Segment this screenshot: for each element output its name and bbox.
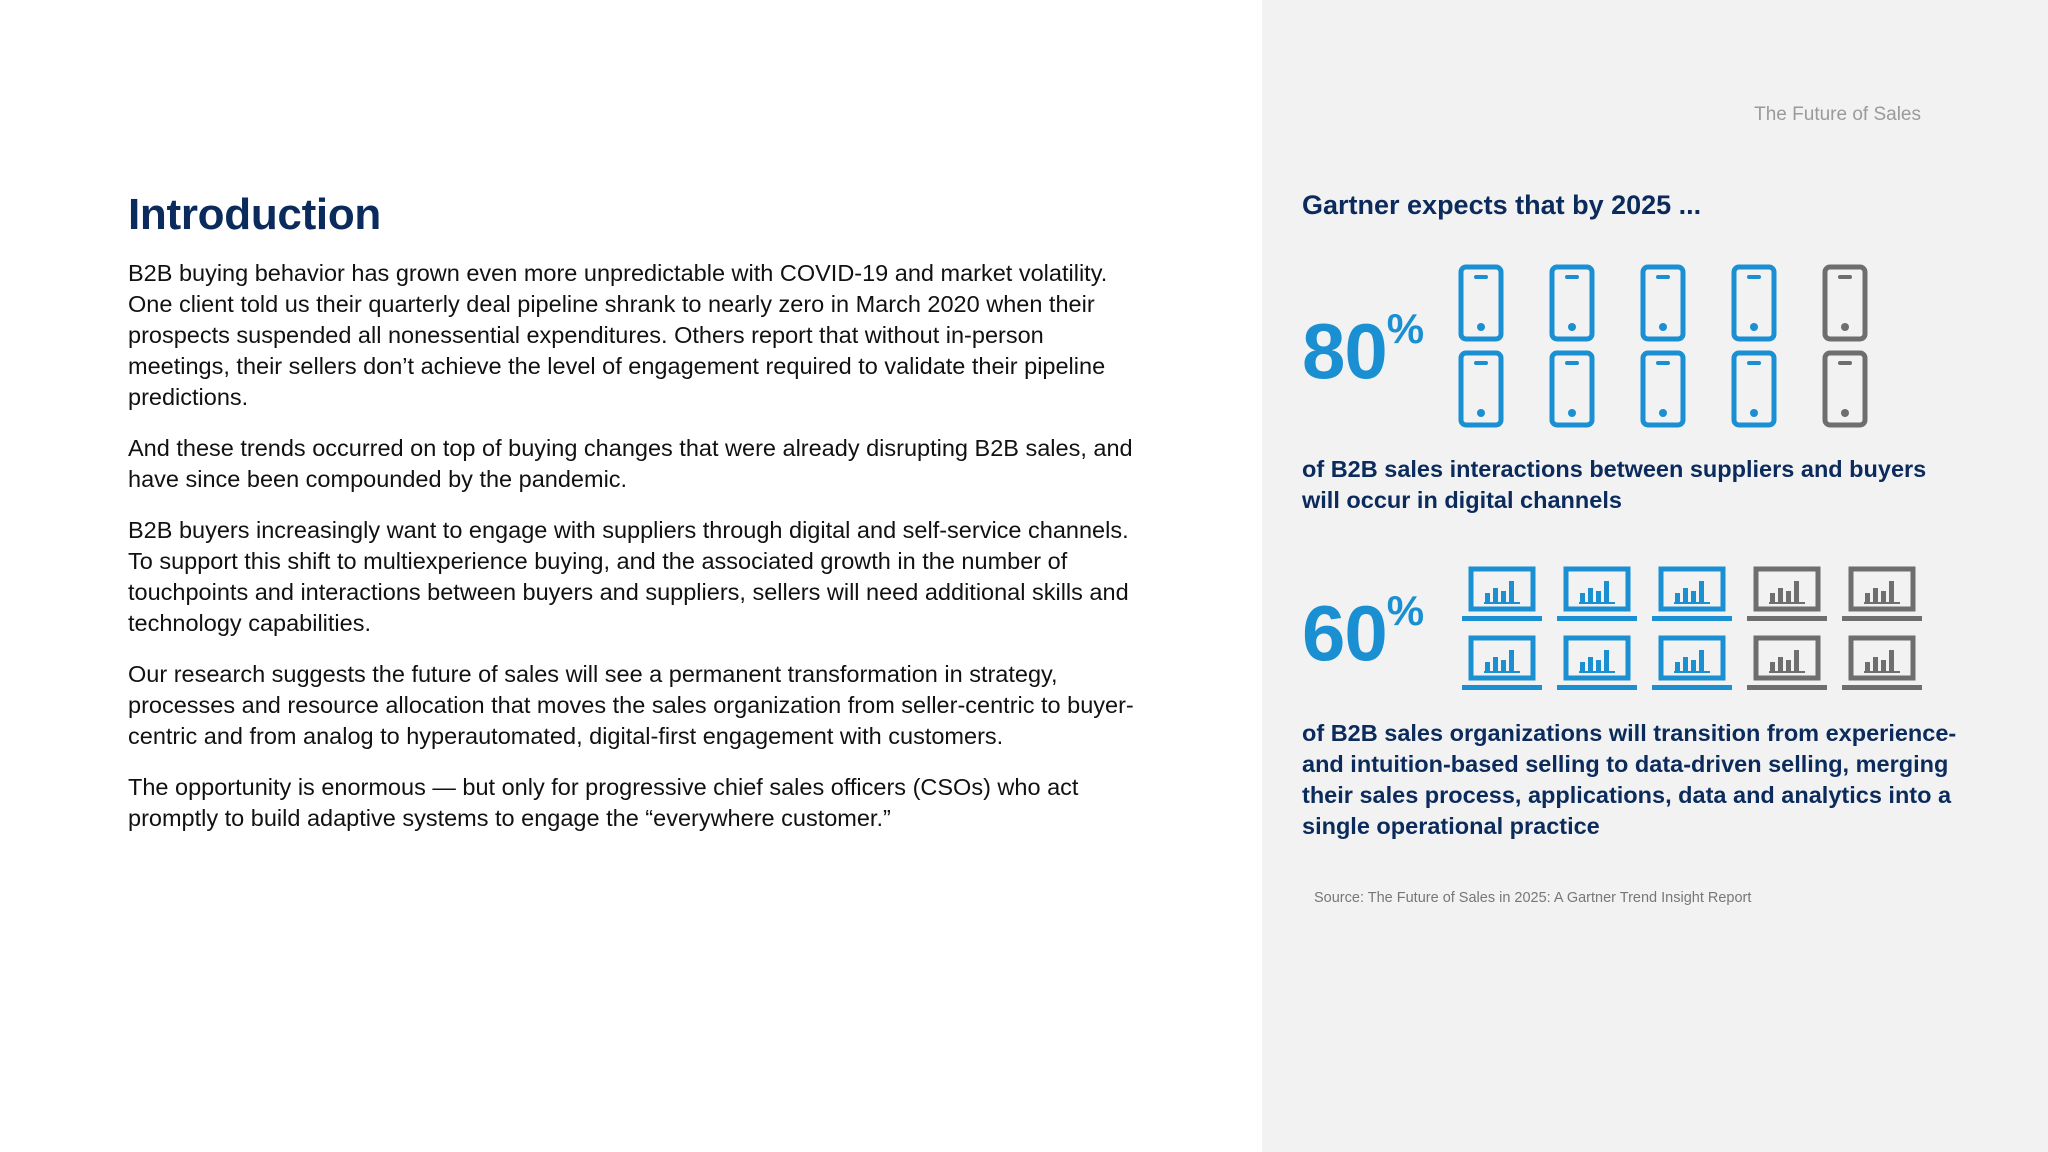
stats-panel [1262,0,2048,1152]
phone-icon [1730,264,1778,347]
source-note: Source: The Future of Sales in 2025: A Gartner Trend Insight Report [1314,890,1752,906]
stat-description-2: of B2B sales organizations will transition from experience- and intuition-based selling to data-driven selling, merging their sales process, applications, data and analytics into a single operational practice [1302,720,1957,839]
stat-80-percent [1302,305,1424,395]
stat-60-percent [1302,587,1424,677]
laptop-chart-icon [1557,566,1637,629]
laptop-chart-icon [1842,566,1922,629]
stat-number: 80 [1302,307,1387,395]
phone-icon [1821,350,1869,433]
intro-paragraph-3: B2B buyers increasingly want to engage with suppliers through digital and self-service channels. To support this shift to multiexperience buying, and the associated growth in the number of touchpoints and interactions between buyers and suppliers, sellers will need additional skills and technology capabilities. [128,517,1129,636]
stat-number: 60 [1302,589,1387,677]
phone-icon [1730,350,1778,433]
stat-unit: % [1386,305,1424,352]
laptop-chart-icon [1842,635,1922,698]
stat-description-1: of B2B sales interactions between suppliers and buyers will occur in digital channels [1302,456,1927,513]
laptop-chart-icon [1747,635,1827,698]
phone-icon [1548,264,1596,347]
phone-icon [1639,264,1687,347]
intro-paragraph-2: And these trends occurred on top of buying changes that were already disrupting B2B sales, and have since been compounded by the pandemic. [128,435,1133,492]
laptop-chart-icon [1462,635,1542,698]
running-head: The Future of Sales [1754,104,1921,125]
phone-icon [1457,264,1505,347]
laptop-chart-icon [1652,566,1732,629]
intro-paragraph-5: The opportunity is enormous — but only for progressive chief sales officers (CSOs) who act promptly to build adaptive systems to engage the “everywhere customer.” [128,774,1079,831]
intro-paragraph-4: Our research suggests the future of sales will see a permanent transformation in strategy, processes and resource allocation that moves the sales organization from seller-centric to buyer-centric and from analog to hyperautomated, digital-first engagement with customers. [128,661,1134,749]
phone-icon [1457,350,1505,433]
intro-paragraph-1: B2B buying behavior has grown even more unpredictable with COVID-19 and market volatility. One client told us their quarterly deal pipeline shrank to nearly zero in March 2020 when their prospects suspended all nonessential expenditures. Others report that without in-person meetings, their sellers don’t achieve the level of engagement required to validate their pipeline predictions. [128,260,1108,410]
panel-heading: Gartner expects that by 2025 ... [1302,190,1702,220]
phone-icon [1639,350,1687,433]
laptop-chart-icon [1652,635,1732,698]
laptop-chart-icon [1462,566,1542,629]
page-title: Introduction [128,190,382,239]
laptop-chart-icon [1557,635,1637,698]
laptop-chart-icon [1747,566,1827,629]
phone-icon [1821,264,1869,347]
phone-icon [1548,350,1596,433]
introduction-section [128,190,1148,854]
stat-unit: % [1386,587,1424,634]
